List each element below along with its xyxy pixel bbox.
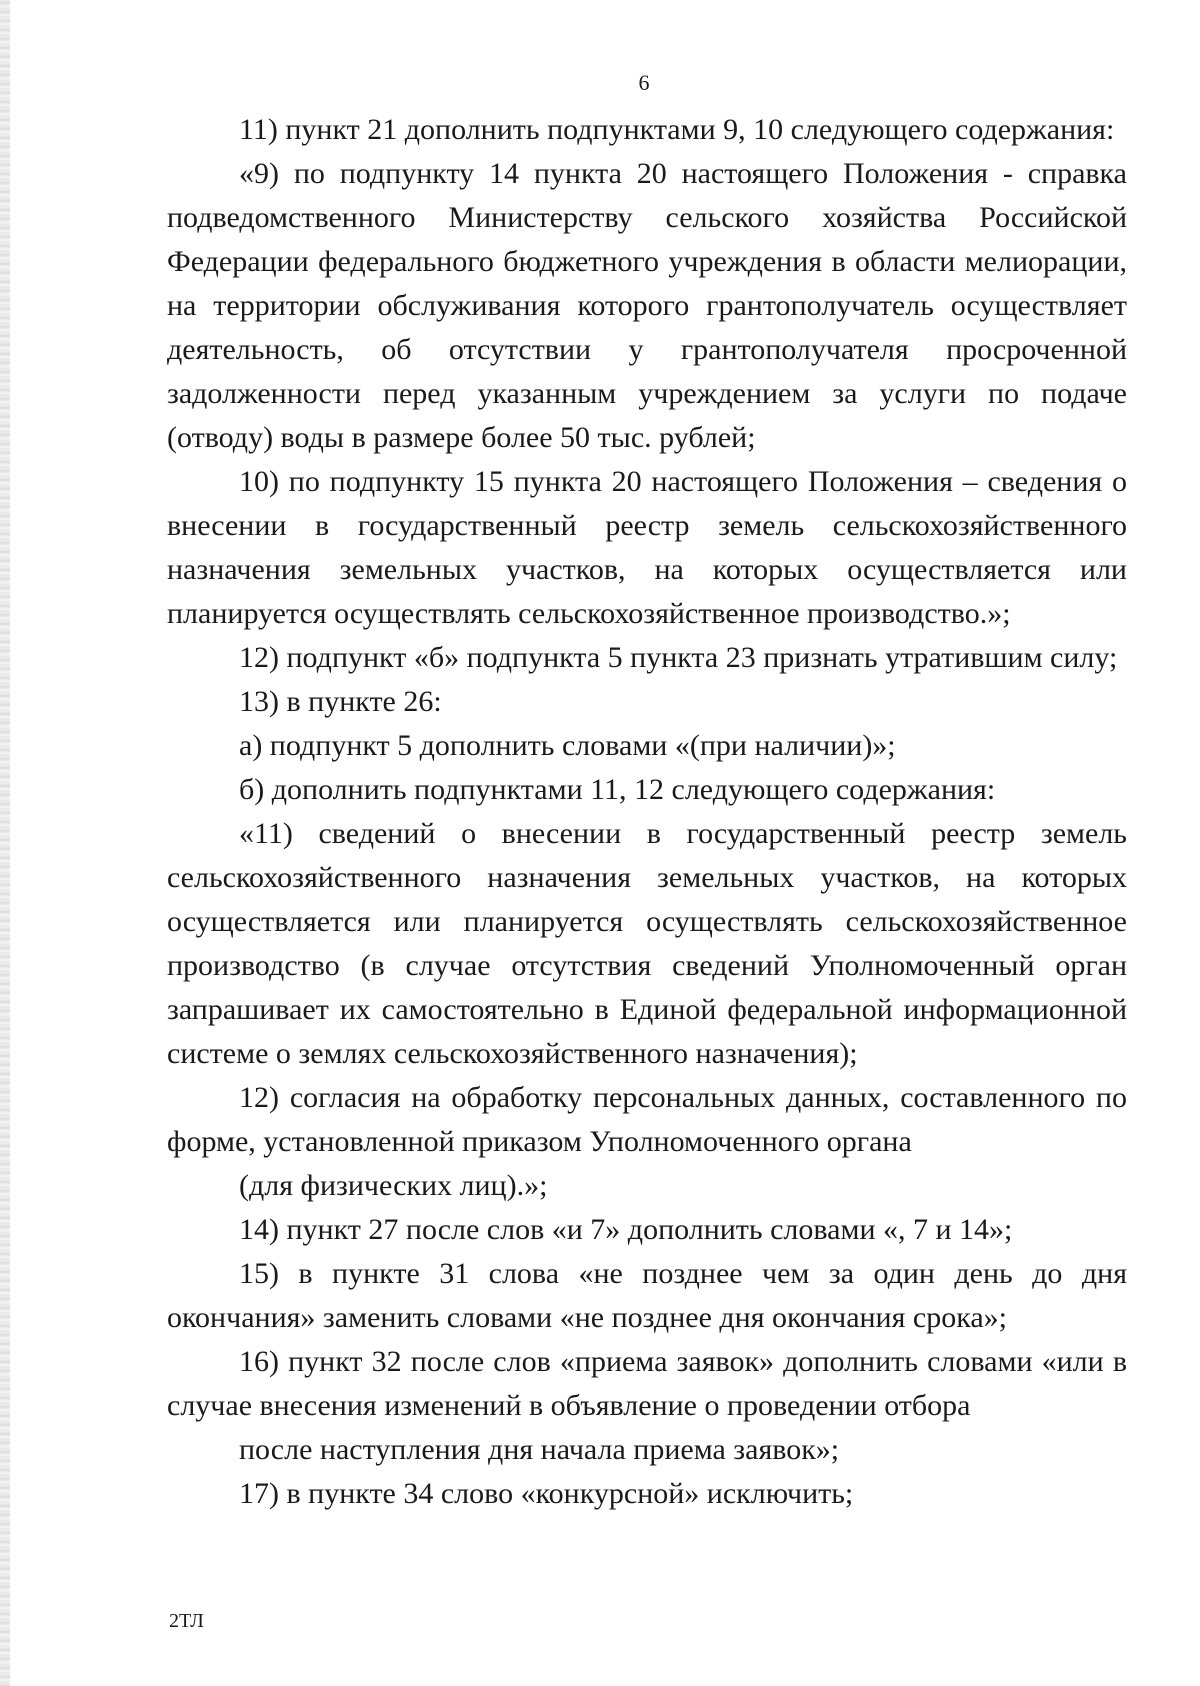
document-body: [167, 108, 1127, 1516]
paragraph-subitem-10: 10) по подпункту 15 пункта 20 настоящего Положения – сведения о внесении в государственный реестр земель сельскохозяйственного назначения земельных участков, на которых осуществляется или планируется осуществлять сельскохозяйственное производство.»;: [167, 465, 1127, 630]
paragraph-subitem-12-continuation: (для физических лиц).»;: [239, 1169, 548, 1202]
paragraph-12: 12) подпункт «б» подпункта 5 пункта 23 признать утратившим силу;: [239, 641, 1118, 674]
paragraph-13: 13) в пункте 26:: [239, 685, 442, 718]
paragraph-11: 11) пункт 21 дополнить подпунктами 9, 10 следующего содержания:: [239, 113, 1115, 146]
paragraph-subitem-9: «9) по подпункту 14 пункта 20 настоящего Положения - справка подведомственного Министерству сельского хозяйства Российской Федерации федерального бюджетного учреждения в области мелиорации, на территории обслуживания которого грантополучатель осуществляет деятельность, об отсутствии у грантополучателя просроченной задолженности перед указанным учреждением за услуги по подаче (отводу) воды в размере более 50 тыс. рублей;: [167, 157, 1127, 454]
paragraph-15: 15) в пункте 31 слова «не позднее чем за один день до дня окончания» заменить словами «не позднее дня окончания срока»;: [167, 1257, 1127, 1334]
page-number: 6: [638, 70, 650, 95]
paragraph-16: 16) пункт 32 после слов «приема заявок» дополнить словами «или в случае внесения изменений в объявление о проведении отбора: [167, 1345, 1127, 1422]
footer-document-code: 2ТЛ: [169, 1610, 204, 1632]
paragraph-subitem-12: 12) согласия на обработку персональных данных, составленного по форме, установленной приказом Уполномоченного органа: [167, 1081, 1127, 1158]
paragraph-16-continuation: после наступления дня начала приема заявок»;: [239, 1433, 840, 1466]
paragraph-14: 14) пункт 27 после слов «и 7» дополнить словами «, 7 и 14»;: [239, 1213, 1013, 1246]
paragraph-13-a: а) подпункт 5 дополнить словами «(при наличии)»;: [239, 729, 896, 762]
scan-edge: [0, 0, 10, 1686]
paragraph-17: 17) в пункте 34 слово «конкурсной» исключить;: [239, 1477, 854, 1510]
paragraph-13-b: б) дополнить подпунктами 11, 12 следующего содержания:: [239, 773, 996, 806]
paragraph-subitem-11: «11) сведений о внесении в государственный реестр земель сельскохозяйственного назначения земельных участков, на которых осуществляется или планируется осуществлять сельскохозяйственное производство (в случае отсутствия сведений Уполномоченный орган запрашивает их самостоятельно в Единой федеральной информационной системе о землях сельскохозяйственного назначения);: [167, 817, 1127, 1070]
